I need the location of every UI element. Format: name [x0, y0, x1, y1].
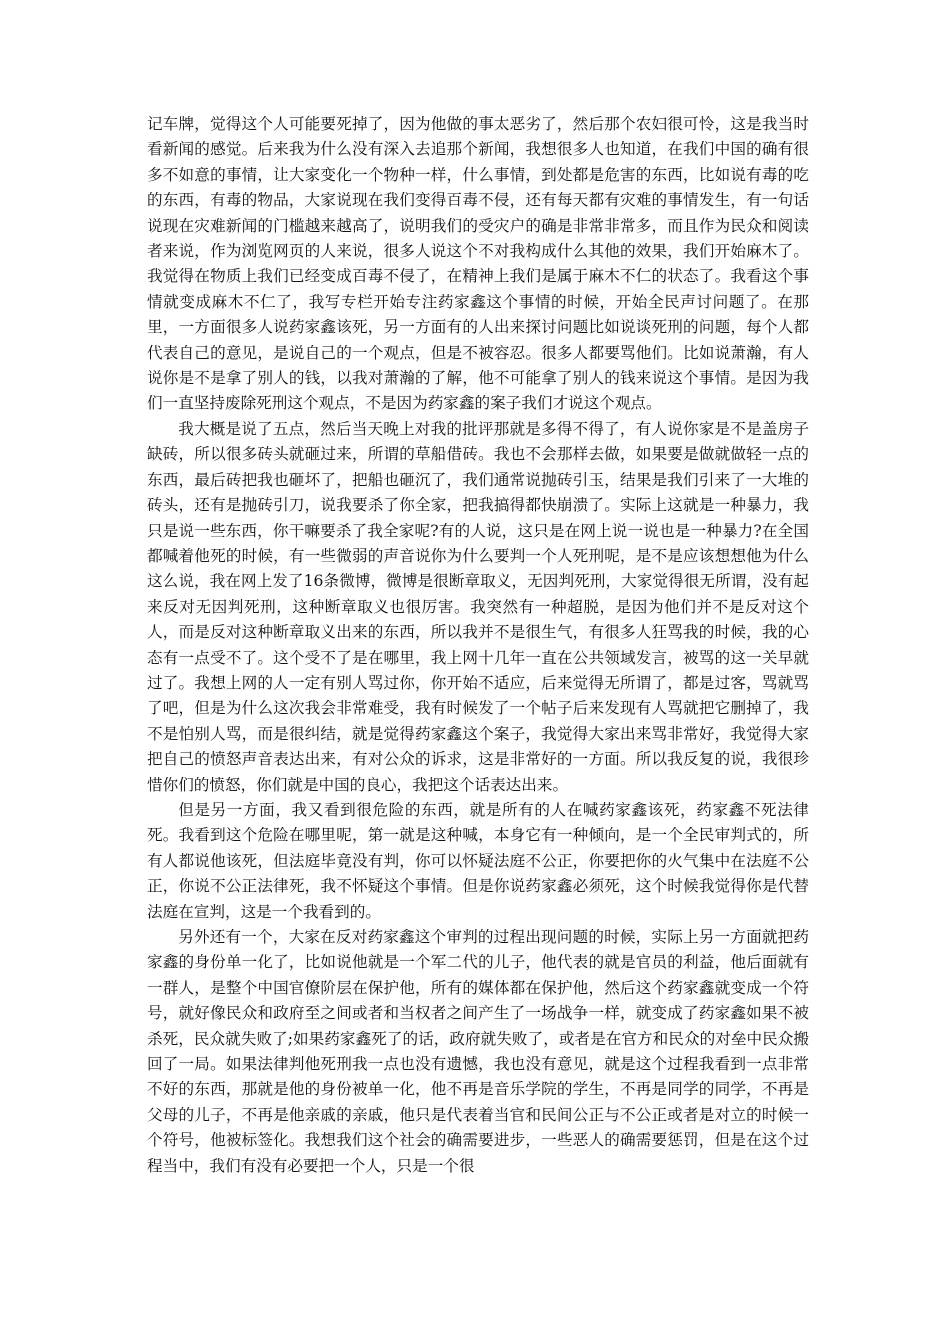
paragraph-3: 但是另一方面，我又看到很危险的东西，就是所有的人在喊药家鑫该死，药家鑫不死法律死。我看到这个危险在哪里呢，第一就是这种喊，本身它有一种倾向，是一个全民审判式的，所有人都说他该死，但法庭毕竟没有判，你可以怀疑法庭不公正，你要把你的火气集中在法庭不公正，你说不公正法律死，我不怀疑这个事情。但是你说药家鑫必须死，这个时候我觉得你是代替法庭在宣判，这是一个我看到的。 [147, 800, 809, 921]
paragraph-4: 另外还有一个，大家在反对药家鑫这个审判的过程出现问题的时候，实际上另一方面就把药家鑫的身份单一化了，比如说他就是一个军二代的儿子，他代表的就是官员的利益，他后面就有一群人，是整个中国官僚阶层在保护他，所有的媒体都在保护他，然后这个药家鑫就变成一个符号，就好像民众和政府至之间或者和当权者之间产生了一场战争一样，就变成了药家鑫如果不被杀死，民众就失败了;如果药家鑫死了的话，政府就失败了，或者是在官方和民众的对垒中民众搬回了一局。如果法律判他死刑我一点也没有遗憾，我也没有意见，就是这个过程我看到一点非常不好的东西，那就是他的身份被单一化，他不再是音乐学院的学生，不再是同学的同学，不再是父母的儿子，不再是他亲戚的亲戚，他只是代表着当官和民间公正与不公正或者是对立的时候一个符号，他被标签化。我想我们这个社会的确需要进步，一些恶人的确需要惩罚，但是在这个过程当中，我们有没有必要把一个人，只是一个很 [147, 928, 809, 1175]
document-body [147, 112, 809, 1179]
paragraph-1: 记车牌，觉得这个人可能要死掉了，因为他做的事太恶劣了，然后那个农妇很可怜，这是我当时看新闻的感觉。后来我为什么没有深入去追那个新闻，我想很多人也知道，在我们中国的确有很多不如意的事情，让大家变化一个物种一样，什么事情，到处都是危害的东西，比如说有毒的吃的东西，有毒的物品，大家说现在我们变得百毒不侵，还有每天都有灾难的事情发生，有一句话说现在灾难新闻的门槛越来越高了，说明我们的受灾户的确是非常非常多，而且作为民众和阅读者来说，作为浏览网页的人来说，很多人说这个不对我构成什么其他的效果，我们开始麻木了。我觉得在物质上我们已经变成百毒不侵了，在精神上我们是属于麻木不仁的状态了。我看这个事情就变成麻木不仁了，我写专栏开始专注药家鑫这个事情的时候，开始全民声讨问题了。在那里，一方面很多人说药家鑫该死，另一方面有的人出来探讨问题比如说谈死刑的问题，每个人都代表自己的意见，是说自己的一个观点，但是不被容忍。很多人都要骂他们。比如说萧瀚，有人说你是不是拿了别人的钱，以我对萧瀚的了解，他不可能拿了别人的钱来说这个事情。是因为我们一直坚持废除死刑这个观点，不是因为药家鑫的案子我们才说这个观点。 [147, 115, 809, 413]
paragraph-2: 我大概是说了五点，然后当天晚上对我的批评那就是多得不得了，有人说你家是不是盖房子缺砖，所以很多砖头就砸过来，所谓的草船借砖。我也不会那样去做，如果要是做就做轻一点的东西，最后砖把我也砸坏了，把船也砸沉了，我们通常说抛砖引玉，结果是我们引来了一大堆的砖头，还有是抛砖引刀，说我要杀了你全家，把我搞得都快崩溃了。实际上这就是一种暴力，我只是说一些东西，你干嘛要杀了我全家呢?有的人说，这只是在网上说一说也是一种暴力?在全国都喊着他死的时候，有一些微弱的声音说你为什么要判一个人死刑呢，是不是应该想想他为什么这么说，我在网上发了16条微博，微博是很断章取义，无因判死刑，大家觉得很无所谓，没有起来反对无因判死刑，这种断章取义也很厉害。我突然有一种超脱，是因为他们并不是反对这个人，而是反对这种断章取义出来的东西，所以我并不是很生气，有很多人狂骂我的时候，我的心态有一点受不了。这个受不了是在哪里，我上网十几年一直在公共领域发言，被骂的这一关早就过了。我想上网的人一定有别人骂过你，你开始不适应，后来觉得无所谓了，都是过客，骂就骂了吧，但是为什么这次我会非常难受，我有时候发了一个帖子后来发现有人骂就把它删掉了，我不是怕别人骂，而是很纠结，就是觉得药家鑫这个案子，我觉得大家出来骂非常好，我觉得大家把自己的愤怒声音表达出来，有对公众的诉求，这是非常好的一方面。所以我反复的说，我很珍惜你们的愤怒，你们就是中国的良心，我把这个话表达出来。 [147, 419, 809, 794]
